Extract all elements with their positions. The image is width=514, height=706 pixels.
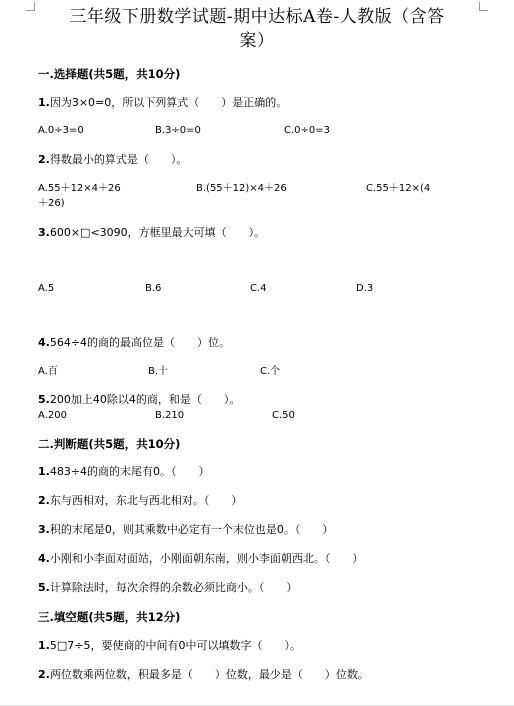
section-heading-judge: 二.判断题(共5题，共10分): [38, 437, 181, 451]
question-text: 小刚和小李面对面站，小刚面朝东南，则小李面朝西北。（ ）: [49, 552, 364, 565]
question-text: 得数最小的算式是（ ）。: [49, 153, 188, 166]
option-b: B.(55＋12)×4＋26: [196, 183, 287, 194]
option-a: A.55＋12×4＋26: [38, 183, 121, 194]
question-text: 东与西相对，东北与西北相对。（ ）: [49, 494, 243, 507]
title-line-2: 案）: [239, 31, 275, 51]
judge-question-4: [38, 552, 363, 566]
question-2: [38, 153, 187, 167]
option-a: A.0÷3=0: [38, 125, 84, 136]
page-corner-mark: [479, 2, 488, 11]
question-number: 4.: [38, 552, 50, 565]
question-number: 1.: [38, 465, 50, 478]
question-number: 2.: [38, 153, 50, 166]
question-number: 2.: [38, 494, 50, 507]
judge-question-1: [38, 465, 210, 479]
section-heading-fill: 三.填空题(共5题，共12分): [38, 610, 181, 624]
section-heading-choice: 一.选择题(共5题，共10分): [38, 67, 181, 81]
question-text: 5□7÷5，要使商的中间有0中可以填数字（ ）。: [49, 639, 301, 652]
question-4: [38, 336, 230, 350]
option-a: A.百: [38, 366, 58, 377]
option-b: B.210: [155, 410, 185, 421]
judge-question-3: [38, 523, 333, 537]
option-a: A.200: [38, 410, 67, 421]
question-number: 5.: [38, 393, 50, 406]
option-c: C.55＋12×(4: [366, 183, 431, 194]
option-d: D.3: [356, 283, 374, 294]
question-3: [38, 226, 265, 240]
option-a: A.5: [38, 283, 55, 294]
question-text: 200加上40除以4的商，和是（ ）。: [49, 393, 241, 406]
fill-question-2: [38, 668, 369, 682]
question-text: 因为3×0=0，所以下列算式（ ）是正确的。: [49, 96, 288, 109]
option-b: B.十: [148, 366, 169, 377]
question-number: 4.: [38, 336, 50, 349]
judge-question-2: [38, 494, 242, 508]
question-number: 3.: [38, 226, 50, 239]
question-number: 3.: [38, 523, 50, 536]
question-text: 564÷4的商的最高位是（ ）位。: [49, 336, 231, 349]
question-1: [38, 96, 287, 110]
question-number: 1.: [38, 639, 50, 652]
option-c: C.4: [250, 283, 267, 294]
question-text: 两位数乘两位数，积最多是（ ）位数，最少是（ ）位数。: [49, 668, 369, 681]
question-text: 483÷4的商的末尾有0。（ ）: [49, 465, 210, 478]
question-number: 1.: [38, 96, 50, 109]
option-b: B.3÷0=0: [155, 125, 201, 136]
fill-question-1: [38, 639, 301, 653]
question-text: 600×□<3090，方框里最大可填（ ）。: [49, 226, 266, 239]
judge-question-5: [38, 581, 297, 595]
question-number: 2.: [38, 668, 50, 681]
option-c: C.50: [272, 410, 295, 421]
question-text: 计算除法时，每次余得的余数必须比商小。（ ）: [49, 581, 298, 594]
question-text: 积的末尾是0，则其乘数中必定有一个末位也是0。（ ）: [49, 523, 334, 536]
document-title: [40, 5, 474, 53]
title-line-1: 三年级下册数学试题-期中达标A卷-人教版（含答: [69, 7, 445, 27]
option-c: C.个: [260, 366, 281, 377]
option-b: B.6: [145, 283, 162, 294]
option-c-continuation: ＋26): [38, 198, 65, 209]
question-5: [38, 393, 240, 407]
page-corner-mark: [26, 2, 35, 11]
question-number: 5.: [38, 581, 50, 594]
option-c: C.0÷0=3: [284, 125, 331, 136]
